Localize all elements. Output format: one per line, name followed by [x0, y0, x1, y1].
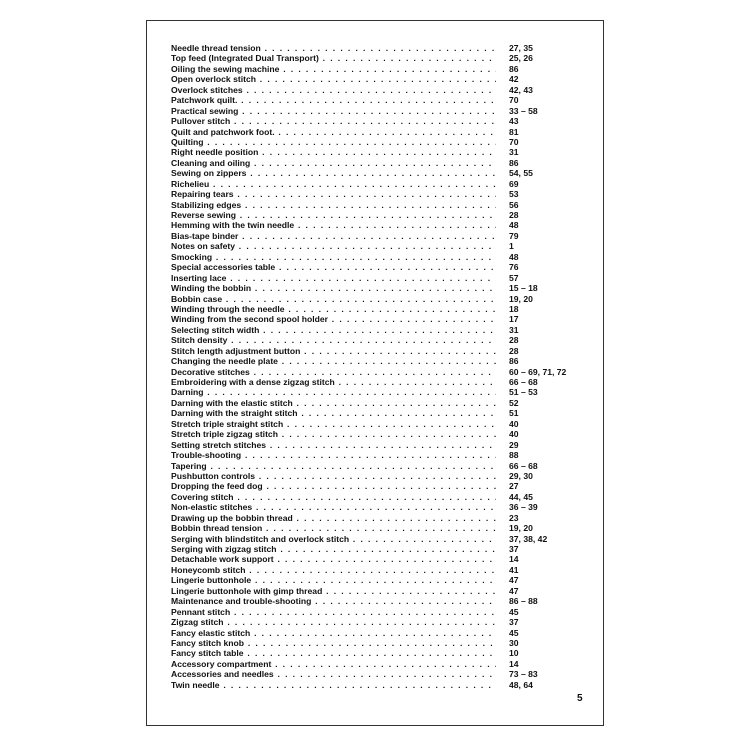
index-entry-label [171, 575, 496, 585]
index-entry-label-text: Notes on safety [171, 241, 235, 252]
index-entry-pages: 31 [509, 324, 519, 335]
index-entry-pages: 19, 20 [509, 293, 533, 304]
index-entry-pages: 30 [509, 637, 519, 648]
index-entry [171, 628, 591, 638]
index-entry-pages: 33 – 58 [509, 105, 538, 116]
index-entry-label-text: Accessories and needles [171, 669, 274, 680]
index-entry-label-text: Fancy stitch knob [171, 637, 245, 648]
index-entry-label [171, 377, 496, 387]
index-entry [171, 314, 591, 324]
index-entry-pages: 17 [509, 314, 519, 325]
index-entry-pages: 42, 43 [509, 84, 533, 95]
index-entry-pages: 31 [509, 147, 519, 158]
index-entry-pages: 79 [509, 230, 519, 241]
index-entry [171, 513, 591, 523]
index-entry-label [171, 252, 496, 262]
index-entry-label-text: Richelieu [171, 178, 210, 189]
index-entry-pages: 18 [509, 303, 519, 314]
index-entry-pages: 70 [509, 136, 519, 147]
index-entry [171, 471, 591, 481]
index-entry-label [171, 523, 496, 533]
index-entry-label-text: Darning with the elastic stitch [171, 397, 293, 408]
index-entry-label [171, 64, 496, 74]
index-entry [171, 461, 591, 471]
index-entry-label-text: Fancy elastic stitch [171, 627, 251, 638]
index-entry [171, 95, 591, 105]
index-entry-label [171, 325, 496, 335]
index-entry-pages: 66 – 68 [509, 460, 538, 471]
index-entry [171, 74, 591, 84]
index-entry-label-text: Zigzag stitch [171, 617, 224, 628]
index-entry-label [171, 544, 496, 554]
index-entry-pages: 15 – 18 [509, 283, 538, 294]
index-entry-label-text: Selecting stitch width [171, 324, 260, 335]
index-entry [171, 273, 591, 283]
index-entry [171, 231, 591, 241]
index-entry [171, 481, 591, 491]
index-entry-label [171, 158, 496, 168]
index-entry [171, 607, 591, 617]
index-entry [171, 346, 591, 356]
index-entry-label-text: Bias-tape binder [171, 230, 239, 241]
index-entry [171, 168, 591, 178]
index-entry-label [171, 179, 496, 189]
index-entry-label [171, 481, 496, 491]
index-entry-label-text: Fancy stitch table [171, 648, 244, 659]
index-entry [171, 158, 591, 168]
index-list [171, 43, 591, 690]
index-entry-label-text: Dropping the feed dog [171, 481, 263, 492]
index-entry [171, 440, 591, 450]
index-entry-label [171, 304, 496, 314]
index-entry-label-text: Quilt and patchwork foot. [171, 126, 275, 137]
index-entry-label [171, 262, 496, 272]
index-entry-label [171, 440, 496, 450]
index-entry-pages: 41 [509, 564, 519, 575]
index-entry-pages: 47 [509, 575, 519, 586]
index-entry [171, 680, 591, 690]
index-entry-label-text: Drawing up the bobbin thread [171, 512, 293, 523]
index-entry-label [171, 53, 496, 63]
index-entry-label-text: Cleaning and oiling [171, 157, 251, 168]
index-entry [171, 544, 591, 554]
index-entry-label [171, 220, 496, 230]
index-entry [171, 294, 591, 304]
index-entry-pages: 52 [509, 397, 519, 408]
index-entry-label [171, 471, 496, 481]
index-entry-pages: 45 [509, 606, 519, 617]
index-entry-label-text: Covering stitch [171, 491, 234, 502]
index-entry [171, 335, 591, 345]
index-entry [171, 377, 591, 387]
index-entry-pages: 1 [509, 241, 514, 252]
index-entry-label-text: Stitch length adjustment button [171, 345, 301, 356]
index-entry-pages: 19, 20 [509, 523, 533, 534]
index-entry [171, 502, 591, 512]
index-entry-label-text: Pushbutton controls [171, 470, 256, 481]
index-entry [171, 147, 591, 157]
index-entry-label-text: Detachable work support [171, 554, 274, 565]
index-entry-label-text: Lingerie buttonhole with gimp thread [171, 585, 323, 596]
index-entry-pages: 14 [509, 554, 519, 565]
index-entry [171, 398, 591, 408]
index-entry-pages: 73 – 83 [509, 669, 538, 680]
index-entry-label-text: Quilting [171, 136, 204, 147]
index-entry-label [171, 346, 496, 356]
index-entry-pages: 44, 45 [509, 491, 533, 502]
index-entry-label-text: Patchwork quilt. [171, 95, 238, 106]
index-entry-pages: 60 – 69, 71, 72 [509, 366, 567, 377]
index-entry-label [171, 659, 496, 669]
index-entry [171, 659, 591, 669]
index-entry-label-text: Maintenance and trouble-shooting [171, 596, 312, 607]
index-entry-label [171, 168, 496, 178]
index-entry-pages: 27, 35 [509, 43, 533, 53]
index-entry-label [171, 398, 496, 408]
index-entry-label [171, 241, 496, 251]
index-entry [171, 534, 591, 544]
index-entry-label-text: Stretch triple straight stitch [171, 418, 284, 429]
index-entry-label-text: Twin needle [171, 679, 220, 690]
index-entry-pages: 53 [509, 189, 519, 200]
index-entry-label-text: Pennant stitch [171, 606, 231, 617]
index-entry-label [171, 554, 496, 564]
index-entry-pages: 29, 30 [509, 470, 533, 481]
index-entry-pages: 36 – 39 [509, 502, 538, 513]
index-entry [171, 367, 591, 377]
index-entry-label [171, 461, 496, 471]
index-entry-label-text: Practical sewing [171, 105, 239, 116]
index-entry-label-text: Top feed (Integrated Dual Transport) [171, 53, 319, 64]
index-entry [171, 220, 591, 230]
index-entry-label-text: Changing the needle plate [171, 356, 278, 367]
index-entry-label-text: Lingerie buttonhole [171, 575, 252, 586]
index-entry-pages: 37 [509, 617, 519, 628]
index-entry-label [171, 607, 496, 617]
index-entry-pages: 28 [509, 335, 519, 346]
index-entry-label [171, 137, 496, 147]
index-entry [171, 669, 591, 679]
index-entry-label-text: Repairing tears [171, 189, 234, 200]
index-entry-pages: 56 [509, 199, 519, 210]
index-entry-label [171, 356, 496, 366]
index-entry [171, 617, 591, 627]
index-entry-pages: 54, 55 [509, 168, 533, 179]
index-entry [171, 127, 591, 137]
index-entry [171, 283, 591, 293]
index-entry-label-text: Embroidering with a dense zigzag stitch [171, 377, 335, 387]
index-entry [171, 252, 591, 262]
index-entry [171, 64, 591, 74]
document-page [146, 20, 604, 726]
index-entry-pages: 37 [509, 544, 519, 554]
index-entry-label-text: Accessory compartment [171, 658, 272, 669]
index-entry-label [171, 43, 496, 53]
index-entry-label-text: Open overlock stitch [171, 74, 257, 85]
index-entry-label [171, 450, 496, 460]
index-entry-pages: 88 [509, 450, 519, 461]
index-entry [171, 241, 591, 251]
index-entry-pages: 43 [509, 116, 519, 127]
index-entry-pages: 45 [509, 627, 519, 638]
index-entry [171, 53, 591, 63]
index-entry-pages: 29 [509, 439, 519, 450]
index-entry-label-text: Trouble-shooting [171, 450, 242, 461]
index-entry [171, 116, 591, 126]
index-entry-pages: 40 [509, 429, 519, 440]
index-entry-pages: 70 [509, 95, 519, 106]
index-entry-pages: 86 [509, 157, 519, 168]
index-entry [171, 586, 591, 596]
index-entry [171, 200, 591, 210]
index-entry-pages: 51 [509, 408, 519, 419]
index-entry-label [171, 294, 496, 304]
index-entry-label [171, 534, 496, 544]
index-entry-label-text: Honeycomb stitch [171, 564, 246, 575]
index-entry-label [171, 283, 496, 293]
index-entry-label [171, 127, 496, 137]
index-entry-pages: 40 [509, 418, 519, 429]
index-entry-label [171, 565, 496, 575]
index-entry-pages: 57 [509, 272, 519, 283]
index-entry-label-text: Darning [171, 387, 204, 398]
index-entry-label-text: Sewing on zippers [171, 168, 247, 179]
index-entry-label-text: Winding the bobbin [171, 283, 252, 294]
index-entry-label-text: Overlock stitches [171, 84, 243, 95]
index-entry-pages: 76 [509, 262, 519, 273]
index-entry-label-text: Right needle position [171, 147, 259, 158]
index-entry-label-text: Inserting lace [171, 272, 227, 283]
index-entry [171, 408, 591, 418]
index-entry-label [171, 231, 496, 241]
index-entry-label [171, 314, 496, 324]
index-entry-label-text: Pullover stitch [171, 116, 231, 127]
index-entry-label [171, 74, 496, 84]
index-entry [171, 189, 591, 199]
index-entry-label [171, 419, 496, 429]
index-entry-label-text: Special accessories table [171, 262, 276, 273]
index-entry-label [171, 387, 496, 397]
index-entry-pages: 28 [509, 210, 519, 220]
index-entry-label [171, 273, 496, 283]
index-entry-label-text: Serging with zigzag stitch [171, 544, 277, 554]
index-entry-label [171, 669, 496, 679]
index-entry-label-text: Stitch density [171, 335, 228, 346]
index-entry-label [171, 638, 496, 648]
index-entry-label [171, 147, 496, 157]
index-entry-label [171, 116, 496, 126]
index-entry [171, 304, 591, 314]
index-entry-label [171, 106, 496, 116]
index-entry-pages: 48, 64 [509, 679, 533, 690]
index-entry-label-text: Serging with blindstitch and overlock stitch [171, 533, 350, 544]
index-entry-label-text: Winding through the needle [171, 303, 285, 314]
index-entry-label [171, 586, 496, 596]
index-entry-pages: 81 [509, 126, 519, 137]
index-entry [171, 429, 591, 439]
index-entry [171, 492, 591, 502]
index-entry-label-text: Darning with the straight stitch [171, 408, 298, 419]
index-entry [171, 450, 591, 460]
index-entry-pages: 23 [509, 512, 519, 523]
index-entry [171, 325, 591, 335]
index-entry-label-text: Reverse sewing [171, 210, 236, 220]
index-entry [171, 554, 591, 564]
index-entry [171, 565, 591, 575]
index-entry-pages: 48 [509, 220, 519, 231]
index-entry-label [171, 513, 496, 523]
index-entry [171, 419, 591, 429]
index-entry-label [171, 335, 496, 345]
index-entry [171, 575, 591, 585]
index-entry-label-text: Non-elastic stitches [171, 502, 253, 513]
index-entry-pages: 28 [509, 345, 519, 356]
page-number: 5 [577, 693, 583, 704]
index-entry-label-text: Tapering [171, 460, 207, 471]
index-entry [171, 179, 591, 189]
index-entry-label [171, 492, 496, 502]
index-entry-label [171, 85, 496, 95]
index-entry [171, 387, 591, 397]
index-entry-label [171, 95, 496, 105]
index-entry [171, 85, 591, 95]
index-entry [171, 356, 591, 366]
index-entry-pages: 47 [509, 585, 519, 596]
index-entry [171, 523, 591, 533]
index-entry-pages: 10 [509, 648, 519, 659]
index-entry-label [171, 210, 496, 220]
index-entry-label-text: Needle thread tension [171, 43, 261, 53]
index-entry-label-text: Bobbin thread tension [171, 523, 263, 534]
index-entry-label [171, 408, 496, 418]
index-entry-label [171, 617, 496, 627]
index-entry [171, 210, 591, 220]
index-entry [171, 262, 591, 272]
index-entry-label [171, 429, 496, 439]
index-entry-pages: 86 – 88 [509, 596, 538, 607]
index-entry-label-text: Stabilizing edges [171, 199, 242, 210]
index-entry-label [171, 628, 496, 638]
index-entry-pages: 27 [509, 481, 519, 492]
index-entry-pages: 48 [509, 251, 519, 262]
index-entry-label-text: Winding from the second spool holder [171, 314, 328, 325]
index-entry-pages: 86 [509, 63, 519, 74]
index-entry-pages: 86 [509, 356, 519, 367]
index-entry [171, 137, 591, 147]
index-entry-label [171, 648, 496, 658]
index-entry-label-text: Hemming with the twin needle [171, 220, 295, 231]
index-entry-pages: 66 – 68 [509, 377, 538, 387]
index-entry [171, 648, 591, 658]
index-entry [171, 638, 591, 648]
index-entry-label-text: Smocking [171, 251, 213, 262]
index-entry-label-text: Setting stretch stitches [171, 439, 267, 450]
index-entry-pages: 42 [509, 74, 519, 85]
index-entry-label [171, 189, 496, 199]
index-entry-pages: 14 [509, 658, 519, 669]
index-entry-label-text: Decorative stitches [171, 366, 250, 377]
index-entry-label-text: Stretch triple zigzag stitch [171, 429, 278, 440]
index-entry-label [171, 680, 496, 690]
index-entry-label [171, 200, 496, 210]
index-entry-label-text: Bobbin case [171, 293, 223, 304]
index-entry [171, 596, 591, 606]
index-entry [171, 43, 591, 53]
index-entry-label [171, 367, 496, 377]
index-entry-pages: 69 [509, 178, 519, 189]
index-entry-pages: 51 – 53 [509, 387, 538, 398]
index-entry-pages: 37, 38, 42 [509, 533, 548, 544]
index-entry-label [171, 502, 496, 512]
index-entry-label-text: Oiling the sewing machine [171, 63, 280, 74]
index-entry [171, 106, 591, 116]
index-entry-label [171, 596, 496, 606]
index-entry-pages: 25, 26 [509, 53, 533, 64]
